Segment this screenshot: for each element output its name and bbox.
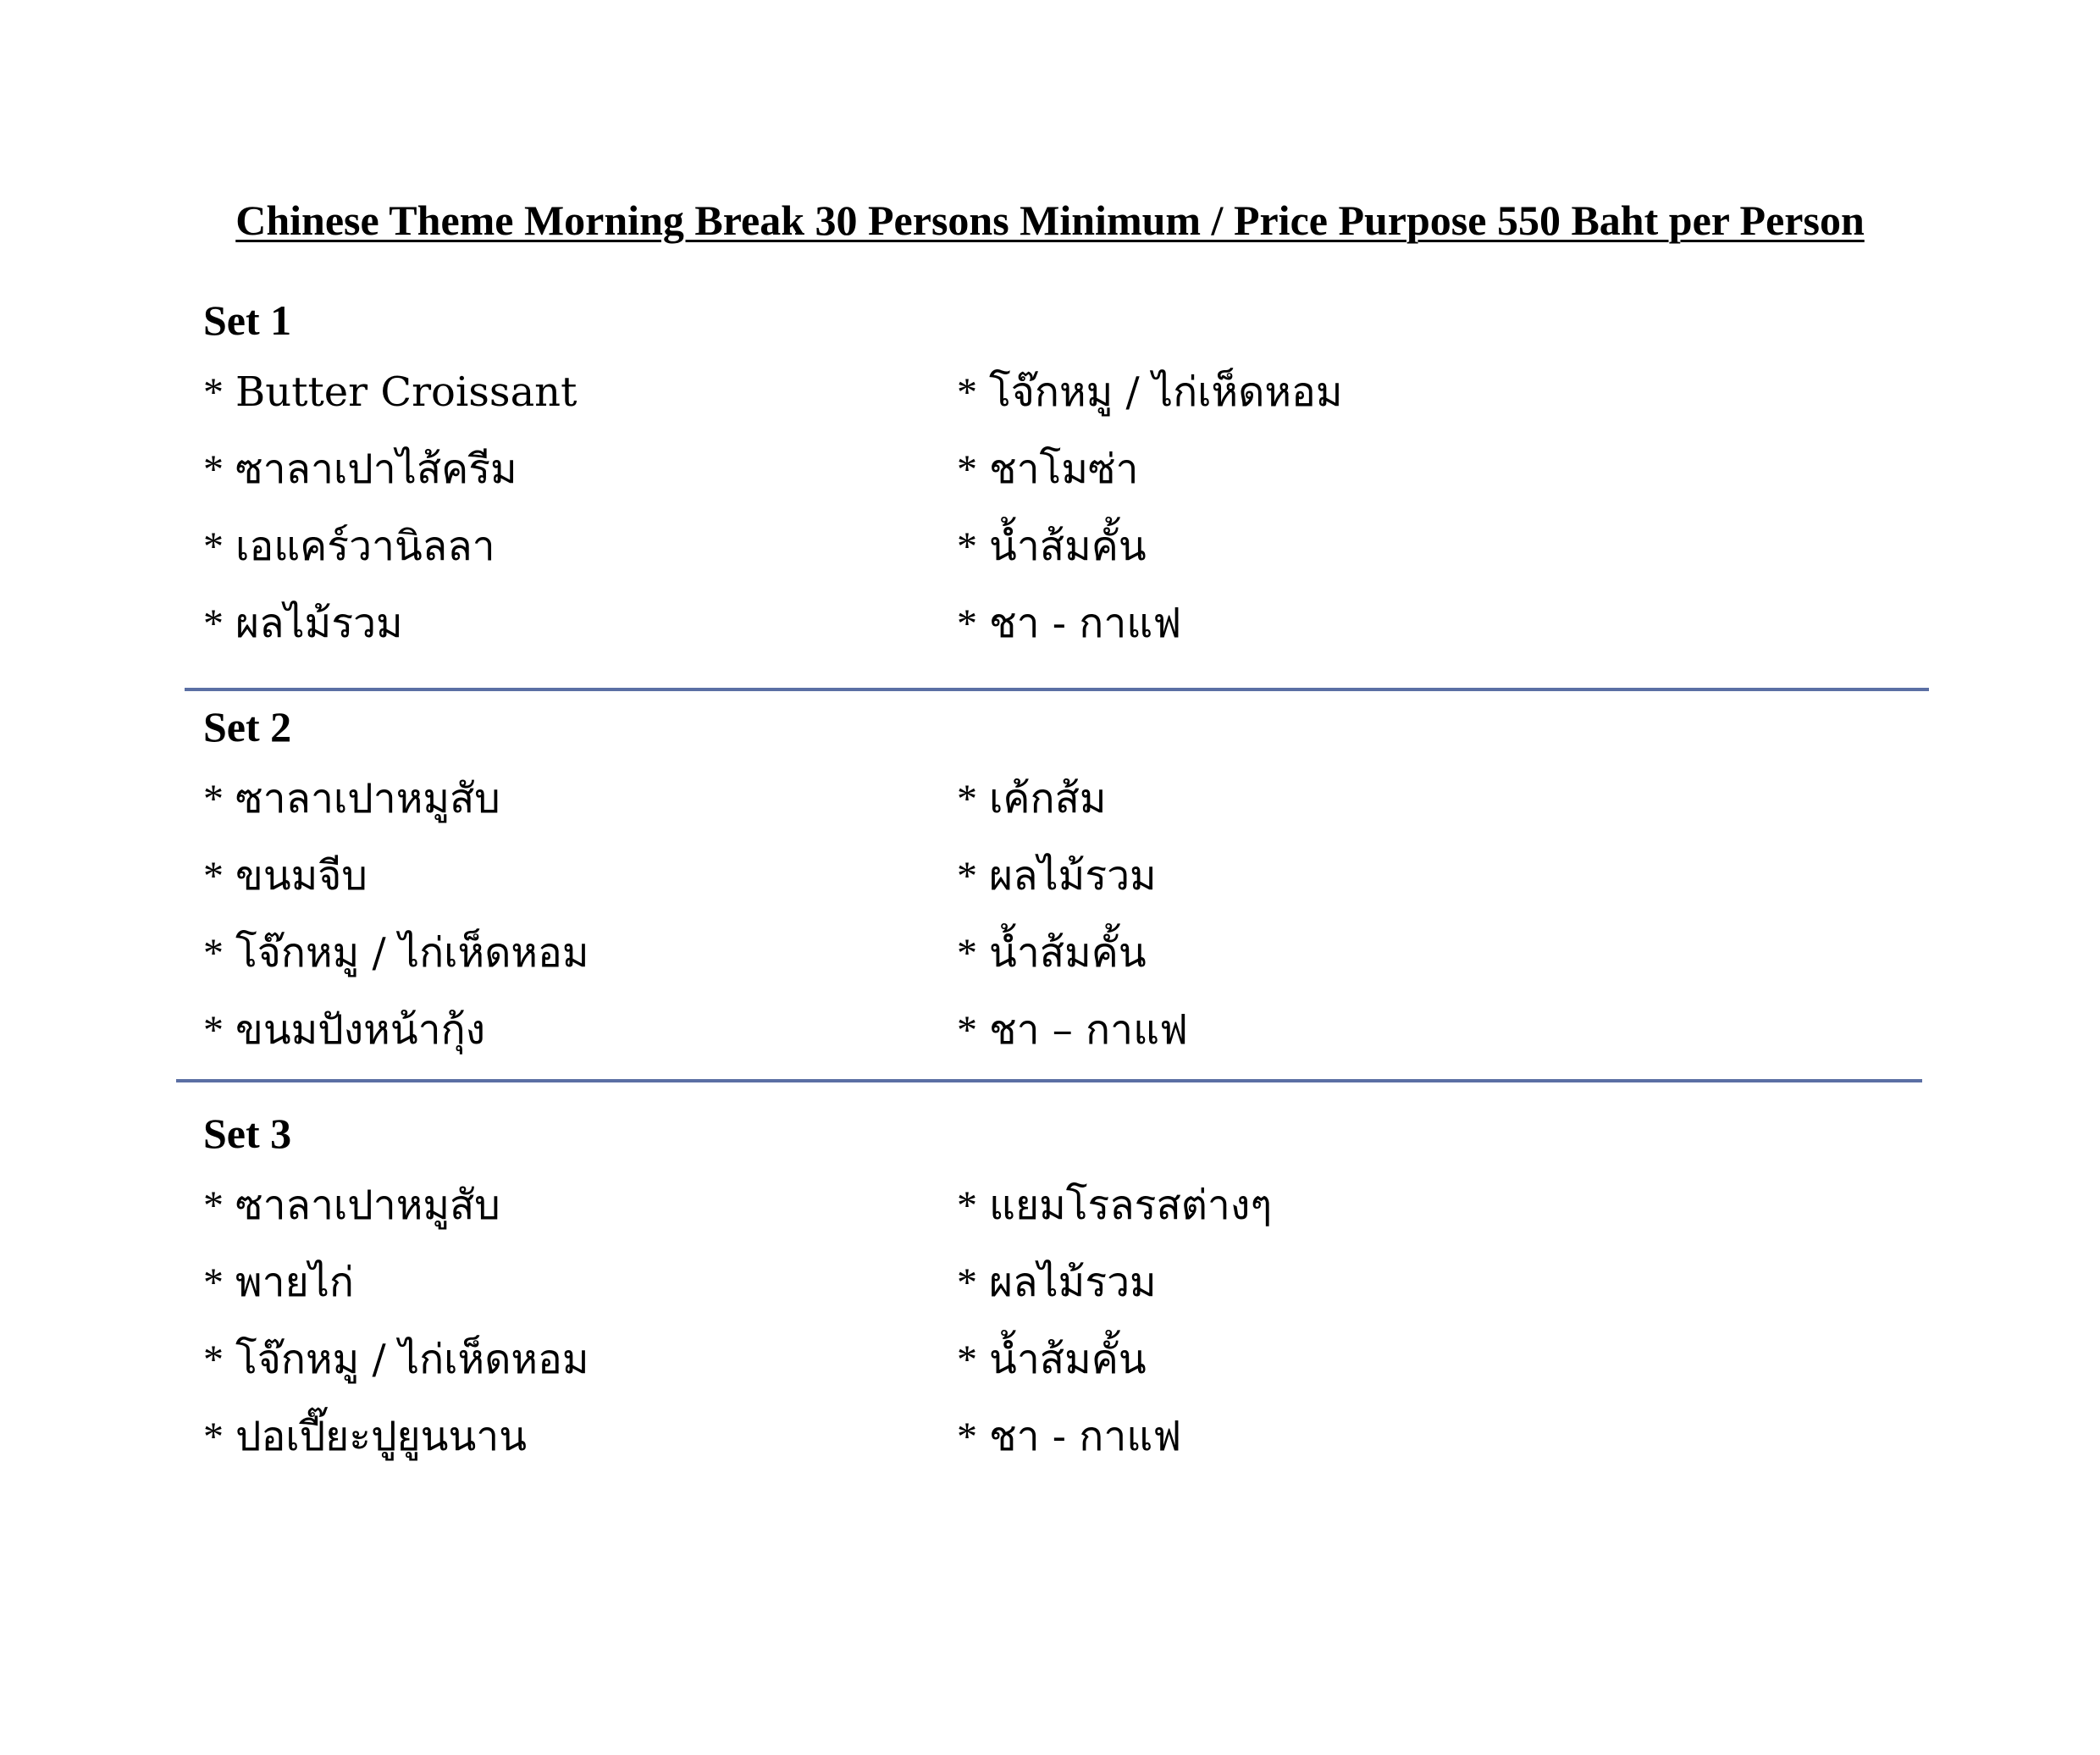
menu-item: * แยมโรลรสต่างๆ	[957, 1182, 1273, 1229]
menu-item: * ผลไม้รวม	[957, 852, 1157, 900]
menu-item: * โจ๊กหมู / ไก่เห็ดหอม	[957, 368, 1343, 416]
menu-item: * ผลไม้รวม	[203, 600, 403, 647]
menu-item: * ผลไม้รวม	[957, 1259, 1157, 1306]
menu-set-2	[203, 700, 1931, 1054]
menu-item: * เอแคร์วานิลลา	[203, 523, 495, 570]
section-divider	[176, 1079, 1922, 1082]
menu-item: * ซาลาเปาไส้ครีม	[203, 446, 517, 493]
menu-item: * พายไก่	[203, 1259, 354, 1306]
menu-item: * น้ำส้มคั้น	[957, 1336, 1147, 1383]
menu-item: * เค้กส้ม	[957, 775, 1107, 822]
right-column	[957, 1167, 1272, 1475]
menu-set-1	[203, 293, 1931, 647]
right-column	[957, 354, 1342, 662]
right-column	[957, 761, 1188, 1069]
menu-item: * ชา - กาแฟ	[957, 1413, 1182, 1460]
menu-item: * ซาลาเปาหมูสับ	[203, 1182, 500, 1229]
menu-set-3	[203, 1106, 1931, 1460]
set-heading: Set 3	[203, 1110, 292, 1157]
menu-item: * โจ๊กหมู / ไก่เห็ดหอม	[203, 929, 589, 977]
menu-item: * ชา - กาแฟ	[957, 600, 1182, 647]
page-title: Chinese Theme Morning Break 30 Persons Minimum / Price Purpose 550 Baht per Person	[235, 197, 1865, 244]
menu-item: * ขนมจีบ	[203, 852, 368, 900]
left-column	[203, 354, 577, 662]
menu-item: * น้ำส้มคั้น	[957, 929, 1147, 977]
menu-item: * ชาโมซ่า	[957, 446, 1139, 493]
left-column	[203, 1167, 589, 1475]
left-column	[203, 761, 589, 1069]
menu-item: * ซาลาเปาหมูสับ	[203, 775, 500, 822]
menu-item: * Butter Croissant	[203, 368, 578, 416]
menu-item: * ขนมปังหน้ากุ้ง	[203, 1006, 486, 1054]
menu-item: * น้ำส้มคั้น	[957, 523, 1147, 570]
menu-item: * ชา – กาแฟ	[957, 1006, 1188, 1054]
menu-item: * โจ๊กหมู / ไก่เห็ดหอม	[203, 1336, 589, 1383]
section-divider	[185, 688, 1929, 691]
set-heading: Set 1	[203, 296, 292, 344]
menu-item: * ปอเปี๊ยะปูยูนนาน	[203, 1413, 528, 1460]
set-heading: Set 2	[203, 703, 292, 750]
